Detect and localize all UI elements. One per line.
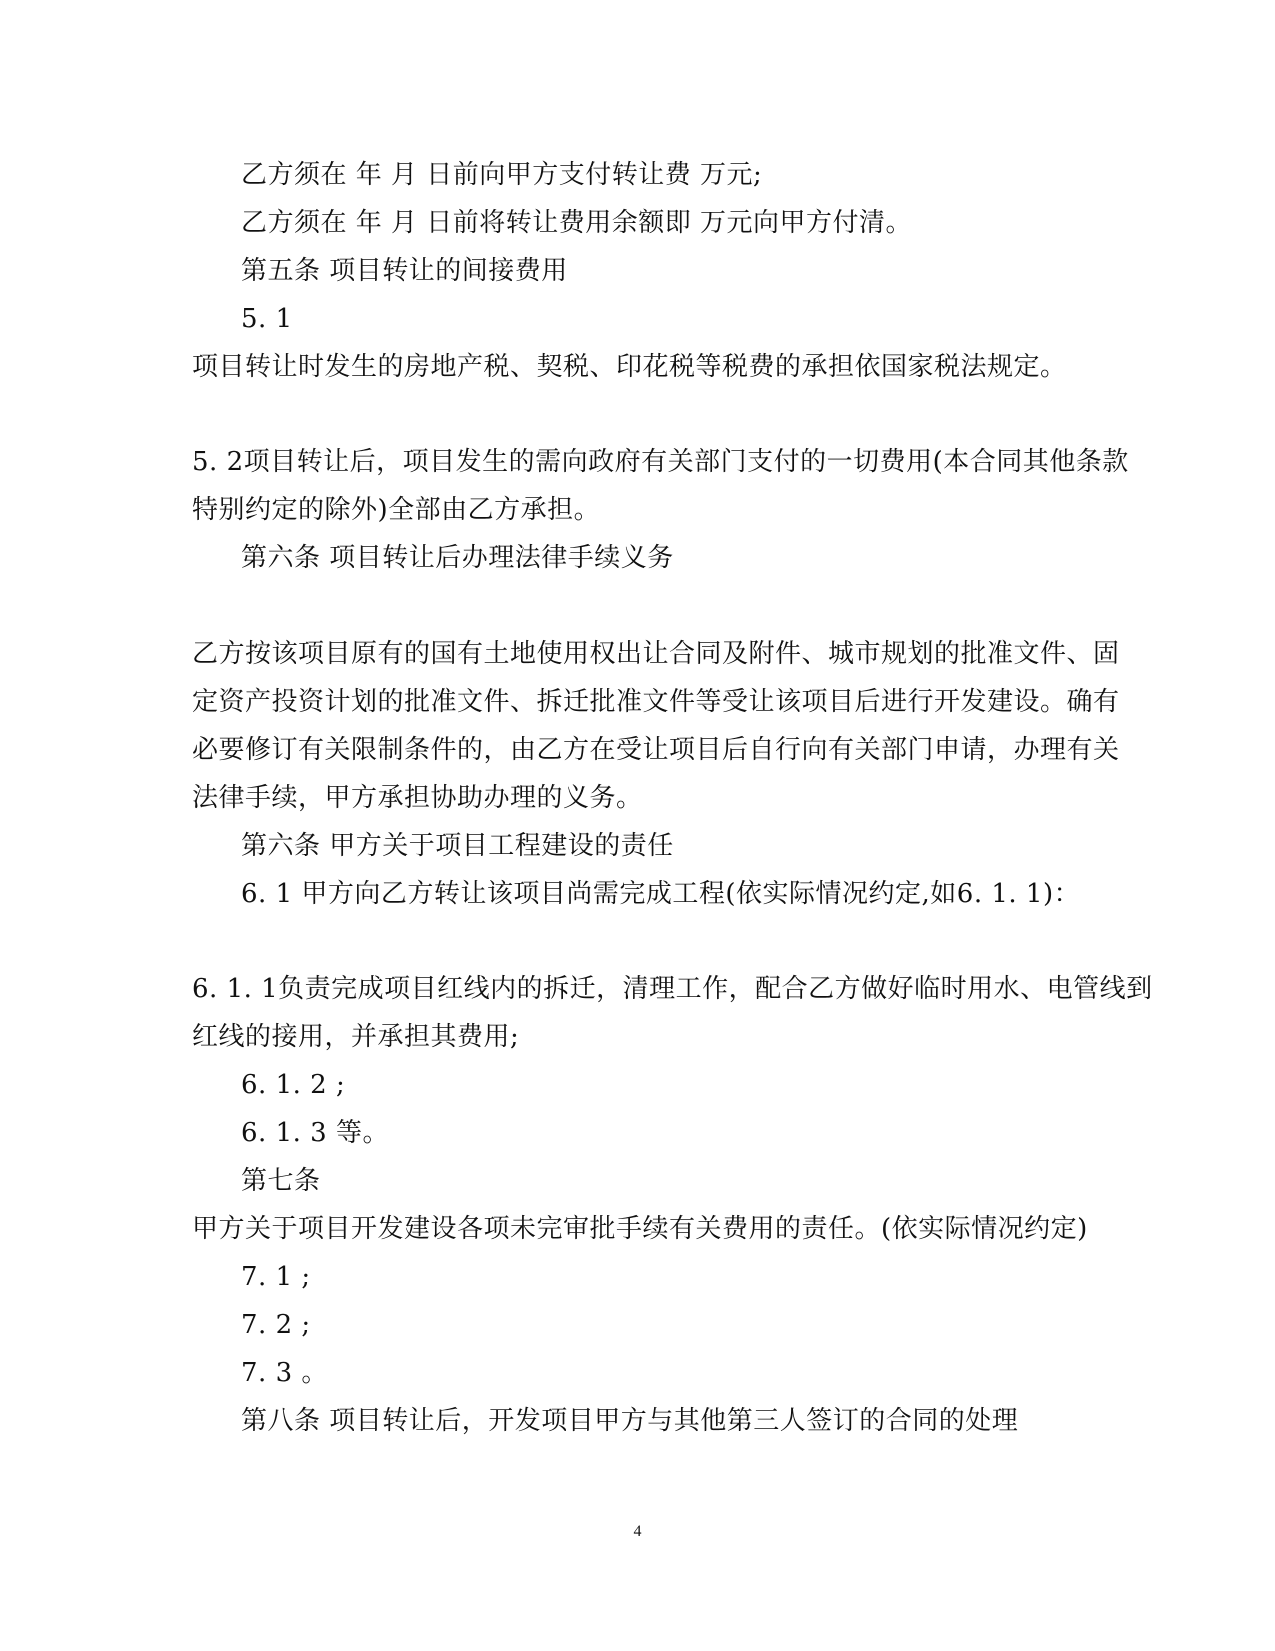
clause-number: 7. 1 ; [241,1262,311,1292]
page-number: 4 [633,1523,642,1540]
text-line: 项目转让时发生的房地产税、契税、印花税等税费的承担依国家税法规定。 [192,352,1067,382]
text-line: 定资产投资计划的批准文件、拆迁批准文件等受让该项目后进行开发建设。确有 [192,687,1120,717]
clause-number: 7. 2 ; [241,1310,311,1340]
section-heading: 第六条 项目转让后办理法律手续义务 [241,543,674,573]
clause-number: 7. 3 。 [241,1358,328,1388]
section-heading: 第八条 项目转让后，开发项目甲方与其他第三人签订的合同的处理 [241,1406,1019,1436]
text-line: 6. 1. 1负责完成项目红线内的拆迁，清理工作，配合乙方做好临时用水、电管线到 [192,974,1153,1004]
section-heading: 第七条 [241,1166,321,1196]
text-line: 5. 2项目转让后，项目发生的需向政府有关部门支付的一切费用(本合同其他条款 [192,447,1129,477]
text-line: 红线的接用，并承担其费用; [192,1022,520,1052]
clause-number: 5. 1 [241,304,293,334]
text-line: 必要修订有关限制条件的，由乙方在受让项目后自行向有关部门申请，办理有关 [192,735,1120,765]
text-line: 乙方须在 年 月 日前向甲方支付转让费 万元; [241,160,763,190]
section-heading: 第六条 甲方关于项目工程建设的责任 [241,831,674,861]
text-line: 乙方须在 年 月 日前将转让费用余额即 万元向甲方付清。 [241,208,913,238]
clause-number: 6. 1. 3 等。 [241,1118,389,1148]
text-line: 乙方按该项目原有的国有土地使用权出让合同及附件、城市规划的批准文件、固 [192,639,1120,669]
text-line: 特别约定的除外)全部由乙方承担。 [192,495,601,525]
text-line: 法律手续，甲方承担协助办理的义务。 [192,783,643,813]
text-line: 甲方关于项目开发建设各项未完审批手续有关费用的责任。(依实际情况约定) [192,1214,1088,1244]
section-heading: 第五条 项目转让的间接费用 [241,256,568,286]
text-line: 6. 1 甲方向乙方转让该项目尚需完成工程(依实际情况约定,如6. 1. 1)： [241,879,1081,909]
clause-number: 6. 1. 2 ; [241,1070,346,1100]
